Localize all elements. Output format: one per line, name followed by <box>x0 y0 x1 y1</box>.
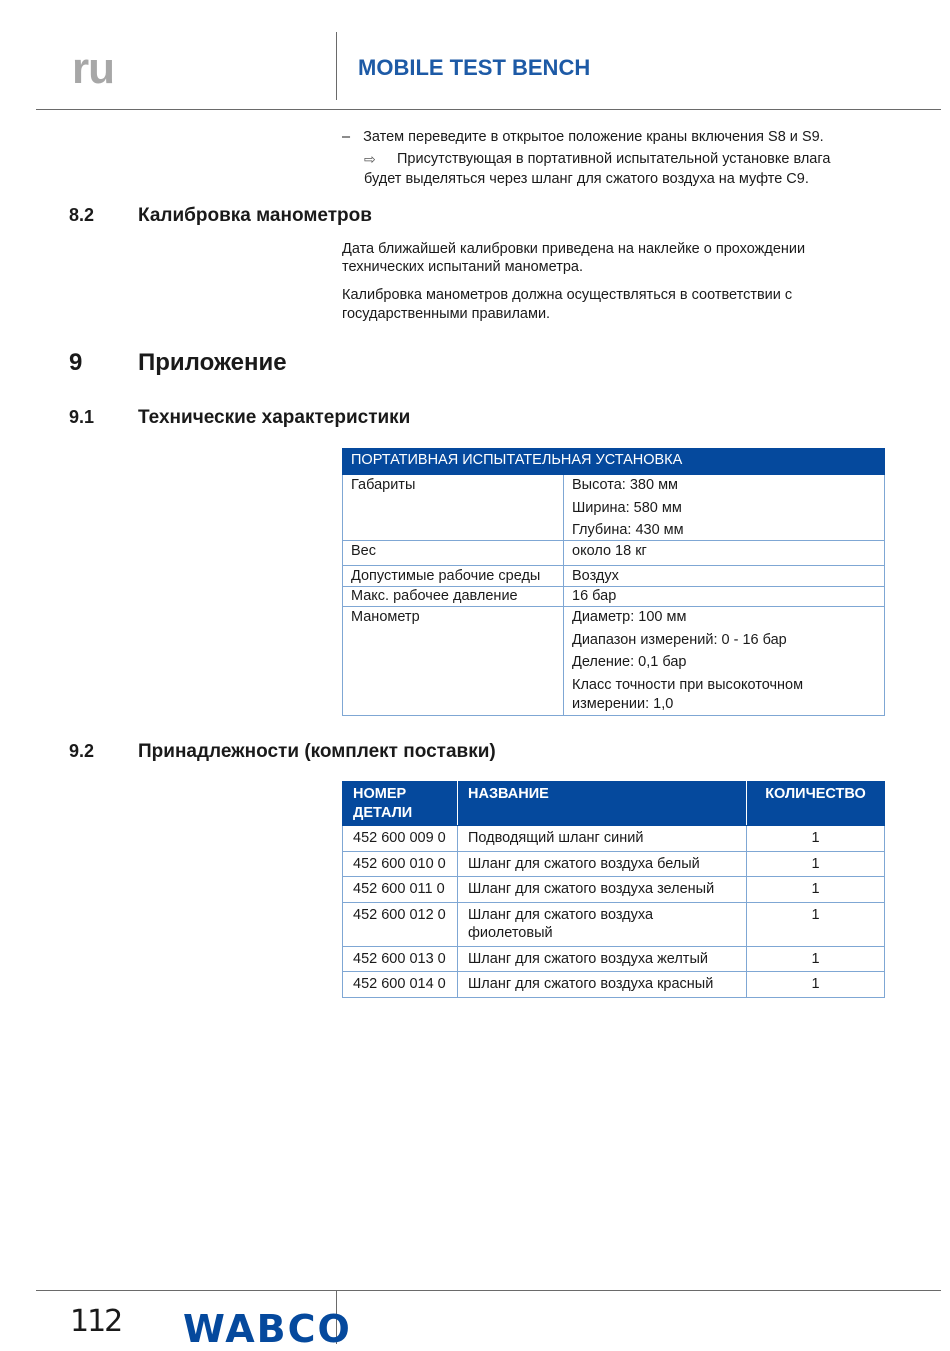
chapter-title-9: Приложение <box>138 349 287 376</box>
quantity-cell: 1 <box>747 902 885 946</box>
spec-label: Манометр <box>343 607 564 716</box>
table-row <box>343 902 885 946</box>
calibration-paragraph-1-line2: технических испытаний манометра. <box>342 259 584 275</box>
table-row <box>343 475 885 541</box>
part-number-cell: 452 600 010 0 <box>343 851 458 877</box>
wabco-logo: WABCO <box>183 1307 352 1351</box>
specs-table-header: ПОРТАТИВНАЯ ИСПЫТАТЕЛЬНАЯ УСТАНОВКА <box>343 449 885 475</box>
spec-label: Допустимые рабочие среды <box>343 566 564 587</box>
table-row <box>343 877 885 903</box>
calibration-paragraph-1-line1: Дата ближайшей калибровки приведена на наклейке о прохождении <box>342 241 806 257</box>
spec-value <box>564 607 885 716</box>
spec-label: Габариты <box>343 475 564 541</box>
language-code: ru <box>72 44 114 93</box>
part-number-cell: 452 600 011 0 <box>343 877 458 903</box>
chapter-number-9: 9 <box>69 349 83 376</box>
spec-value: Воздух <box>564 566 885 587</box>
spec-value-line: Диаметр: 100 мм <box>572 609 687 625</box>
part-number-cell: 452 600 012 0 <box>343 902 458 946</box>
document-title: MOBILE TEST BENCH <box>358 55 591 80</box>
calibration-paragraph-2-line1: Калибровка манометров должна осуществляться в соответствии с <box>342 287 793 303</box>
spec-label: Вес <box>343 541 564 566</box>
section-number-8-2: 8.2 <box>69 205 95 225</box>
page-number: 112 <box>70 1304 122 1339</box>
spec-value-line: Деление: 0,1 бар <box>572 654 687 670</box>
quantity-cell: 1 <box>747 946 885 972</box>
section-number-9-1: 9.1 <box>69 407 95 427</box>
spec-value-line: Ширина: 580 мм <box>572 499 682 516</box>
table-row <box>343 607 885 716</box>
spec-value-line: Класс точности при высокоточном измерении: 1,0 <box>572 676 804 712</box>
spec-value <box>564 475 885 541</box>
spec-value-line: Диапазон измерений: 0 - 16 бар <box>572 631 787 648</box>
column-header-name: НАЗВАНИЕ <box>458 782 747 826</box>
part-number-cell: 452 600 014 0 <box>343 972 458 998</box>
name-cell: Шланг для сжатого воздуха красный <box>458 972 747 998</box>
spec-value: 16 бар <box>564 587 885 607</box>
part-number-cell: 452 600 013 0 <box>343 946 458 972</box>
quantity-cell: 1 <box>747 826 885 852</box>
result-arrow-icon: ⇨ <box>364 151 376 167</box>
name-cell: Шланг для сжатого воздуха зеленый <box>458 877 747 903</box>
table-row <box>343 826 885 852</box>
footer-rule <box>36 1290 941 1291</box>
section-title-9-2: Принадлежности (комплект поставки) <box>138 741 496 762</box>
name-cell: Шланг для сжатого воздуха фиолетовый <box>458 902 747 946</box>
header-divider <box>336 32 337 100</box>
header-rule <box>36 109 941 110</box>
step-text: Затем переведите в открытое положение краны включения S8 и S9. <box>363 129 824 145</box>
table-row <box>343 541 885 566</box>
column-header-quantity: КОЛИЧЕСТВО <box>747 782 885 826</box>
quantity-cell: 1 <box>747 877 885 903</box>
section-number-9-2: 9.2 <box>69 741 95 761</box>
table-row <box>343 851 885 877</box>
spec-value: около 18 кг <box>564 541 885 566</box>
section-title-8-2: Калибровка манометров <box>138 205 372 226</box>
result-text-line2: будет выделяться через шланг для сжатого воздуха на муфте C9. <box>364 171 809 187</box>
dash-bullet: – <box>342 129 351 145</box>
spec-value-line: Высота: 380 мм <box>572 477 679 493</box>
spec-label: Макс. рабочее давление <box>343 587 564 607</box>
table-row <box>343 587 885 607</box>
accessories-table <box>342 781 885 998</box>
step-item <box>342 128 824 147</box>
technical-specs-table <box>342 448 885 716</box>
name-cell: Шланг для сжатого воздуха желтый <box>458 946 747 972</box>
table-row <box>343 566 885 587</box>
column-header-part-number: НОМЕР ДЕТАЛИ <box>343 782 458 826</box>
name-cell: Подводящий шланг синий <box>458 826 747 852</box>
spec-value-line: Глубина: 430 мм <box>572 522 684 538</box>
result-text-line1: Присутствующая в портативной испытательной установке влага <box>397 151 831 167</box>
quantity-cell: 1 <box>747 972 885 998</box>
quantity-cell: 1 <box>747 851 885 877</box>
table-row <box>343 972 885 998</box>
section-title-9-1: Технические характеристики <box>138 407 411 428</box>
calibration-paragraph-2-line2: государственными правилами. <box>342 306 551 322</box>
name-cell: Шланг для сжатого воздуха белый <box>458 851 747 877</box>
table-row <box>343 946 885 972</box>
part-number-cell: 452 600 009 0 <box>343 826 458 852</box>
